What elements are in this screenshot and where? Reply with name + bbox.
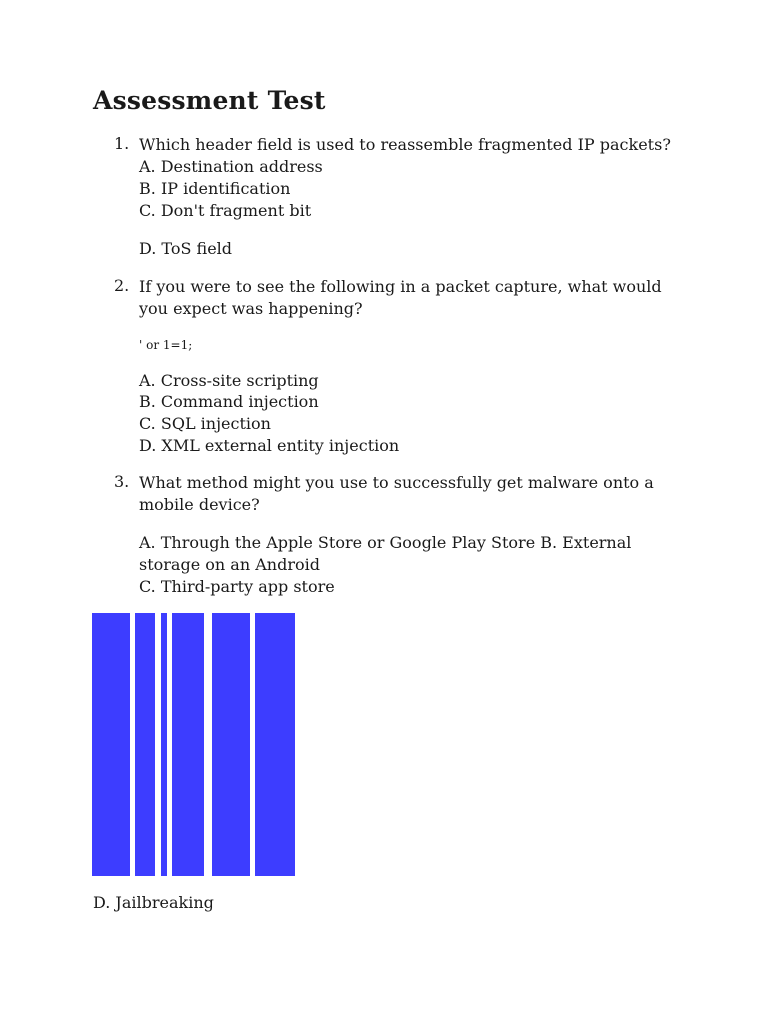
barcode-bar	[212, 613, 250, 876]
barcode-bar	[135, 613, 155, 876]
answer-highlight	[139, 179, 156, 198]
barcode-bar	[172, 613, 204, 876]
question-stem-line: If you were to see the following in a packet capture, what would	[139, 277, 662, 296]
question-number: 3.	[114, 472, 130, 491]
option-d: D. XML external entity injection	[139, 436, 400, 455]
question-number: 2.	[114, 276, 130, 295]
option-letter: B.	[139, 179, 156, 198]
option-letter: C.	[139, 577, 156, 596]
option-text: SQL injection	[160, 414, 271, 433]
option-d: D. ToS field	[139, 239, 233, 258]
option-c: C. Don't fragment bit	[139, 201, 312, 220]
question-stem-line: What method might you use to successfully get malware onto a	[139, 473, 654, 492]
barcode-bar	[255, 613, 295, 876]
option-c-selected	[139, 413, 271, 435]
question-number: 1.	[114, 134, 130, 153]
question-stem-line: mobile device?	[139, 495, 260, 514]
option-a-b-line: A. Through the Apple Store or Google Play Store B. External	[139, 533, 632, 552]
option-b-selected	[139, 178, 290, 200]
option-text: Third-party app store	[160, 577, 335, 596]
barcode-bar	[161, 613, 167, 876]
question-stem-line: Which header field is used to reassemble fragmented IP packets?	[139, 135, 671, 154]
answer-highlight	[139, 414, 156, 433]
option-c-selected	[139, 576, 335, 598]
page-title: Assessment Test	[93, 86, 326, 115]
barcode-bar	[92, 613, 130, 876]
question-stem-line: you expect was happening?	[139, 299, 363, 318]
barcode-image	[92, 613, 298, 876]
answer-highlight	[139, 577, 156, 596]
option-a: A. Cross-site scripting	[139, 371, 319, 390]
option-letter: C.	[139, 414, 156, 433]
option-d: D. Jailbreaking	[93, 893, 214, 912]
option-b: B. Command injection	[139, 392, 319, 411]
option-a: A. Destination address	[139, 157, 323, 176]
option-b-continued: storage on an Android	[139, 555, 320, 574]
option-text: IP identification	[160, 179, 291, 198]
code-snippet: ' or 1=1;	[139, 338, 193, 352]
